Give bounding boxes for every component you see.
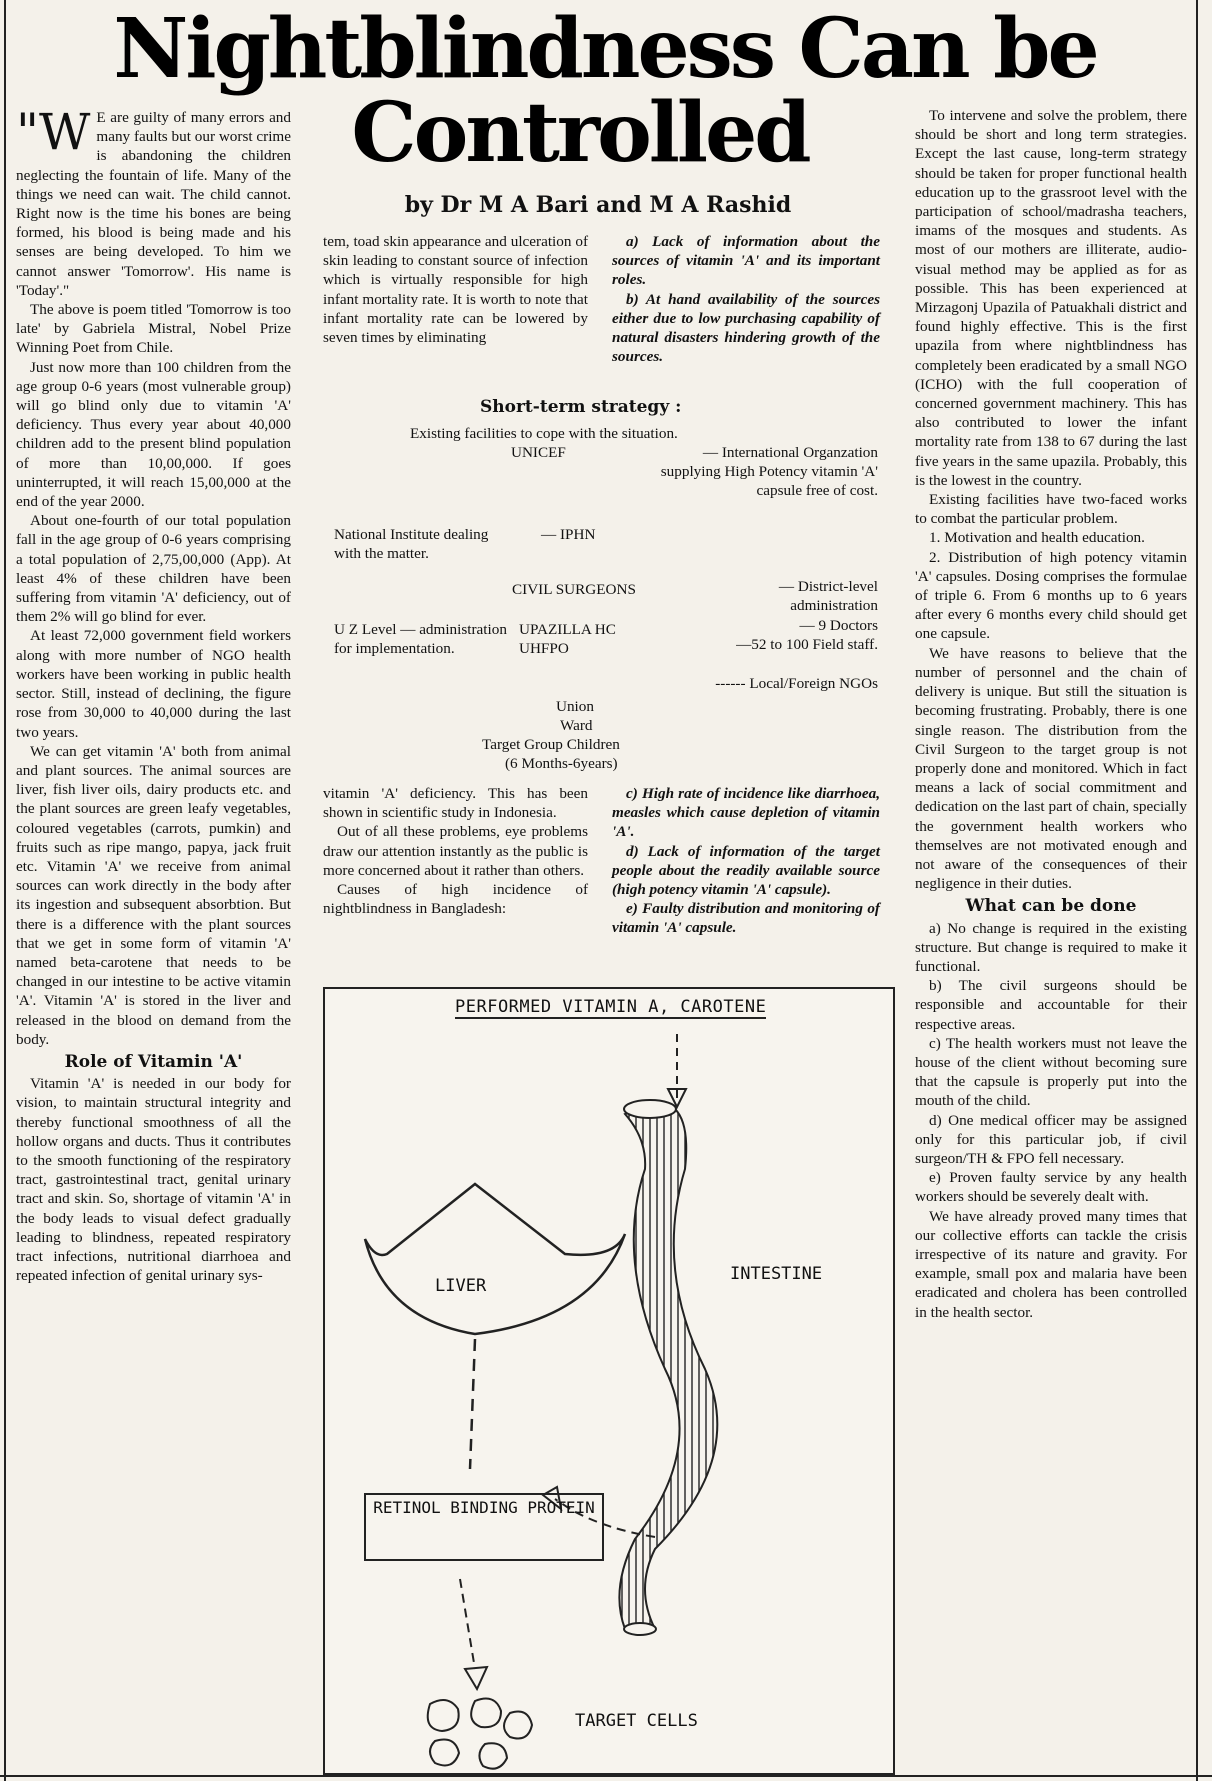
column-1-para-4: At least 72,000 government field workers along with more number of NGO health workers have been working in public health sector. Still, instead of declining, the figure rose from 30,000 to 40,000 during the last two years.	[16, 627, 291, 741]
column-1-para-6: Vitamin 'A' is needed in our body for vision, to maintain structural integrity and thereby functional smoothness of all the hollow organs and ducts. Thus it contributes to the smooth functioning of the respiratory tract, gastrointestinal tract, genital urinary tract and skin. So, shortage of vitamin 'A' in the body leads to visual defect gradually leading to blindness, repeated respiratory tract infections, nutritional diarrhoea and repeated infection of genital urinary sys-	[16, 1075, 291, 1285]
column-2-middle	[323, 784, 588, 918]
strategy-iphn: — IPHN	[541, 526, 596, 543]
column-1-para-1: The above is poem titled 'Tomorrow is too late' by Gabriela Mistral, Nobel Prize Winning Poet from Chile.	[16, 301, 291, 357]
strategy-international: — International Organzation supplying High Potency vitamin 'A' capsule free of cost.	[660, 444, 878, 499]
strategy-subtitle: Existing facilities to cope with the situation.	[410, 425, 678, 442]
column-3-middle	[612, 784, 880, 938]
left-border	[4, 0, 6, 1781]
recommendation-c: c) The health workers must not leave the house of the client without becoming sure that the capsule is properly put into the mouth of the child.	[915, 1034, 1187, 1110]
column-1-para-3: About one-fourth of our total population fall in the age group of 0-6 years comprising a total population of 2,75,00,000 (App). At least 4% of these children have been suffering from vitamin 'A' deficiency, out of them 2% will go blind for ever.	[16, 512, 291, 626]
recommendation-e: e) Proven faulty service by any health workers should be severely dealt with.	[915, 1169, 1187, 1206]
strategy-target-group: Target Group Children	[482, 736, 620, 753]
column-2-top-text: tem, toad skin appearance and ulceration of skin leading to constant source of infection which is virtually responsible for high infant mortality rate. It is worth to note that infant mortality rate can be lowered by seven times by eliminating	[323, 233, 588, 347]
intestine-label: INTESTINE	[730, 1264, 823, 1284]
cause-a: a) Lack of information about the sources of vitamin 'A' and its important roles.	[612, 233, 880, 289]
recommendation-d: d) One medical officer may be assigned only for this particular job, if civil surgeon/TH & FPO fell necessary.	[915, 1111, 1187, 1167]
strategy-upazilla: UPAZILLA HC UHFPO	[519, 621, 616, 657]
dropcap: "W	[16, 103, 91, 161]
strategy-age-range: (6 Months-6years)	[505, 755, 618, 772]
recommendation-b: b) The civil surgeons should be responsible and accountable for their respective areas.	[915, 977, 1187, 1033]
role-of-vitamin-a-heading: Role of Vitamin 'A'	[64, 1051, 243, 1072]
strategy-district: — District-level administration	[778, 578, 878, 614]
rbp-to-cells-arrow	[460, 1579, 475, 1669]
diagram-title: PERFORMED VITAMIN A, CAROTENE	[455, 997, 767, 1017]
intestine-shape	[619, 1105, 717, 1629]
liver-shape	[365, 1184, 625, 1334]
cause-d: d) Lack of information of the target people about the readily available source (high potency vitamin 'A' capsule).	[612, 842, 880, 899]
column-4-p4: 2. Distribution of high potency vitamin 'A' capsules. Dosing comprises the formulae of triple 6. From 6 months up to 6 years after every 6 months every child should get one capsule.	[915, 548, 1187, 643]
column-1	[16, 103, 291, 1285]
strategy-uz-level: U Z Level — administration for implementation.	[334, 621, 507, 657]
strategy-civil-surgeons: CIVIL SURGEONS	[512, 581, 636, 598]
column-4-p1: To intervene and solve the problem, there should be short and long term strategies. Except the last cause, long-term strategy should be taken for proper functional health education up to the grassroot level with the participation of school/madrasha teachers, imams of the mosques and students. As most of our mothers are illiterate, audio-visual method may be applied as for as possible. This has been experienced at Mirzagonj Upazila of Patuakhali district and found highly effective. This is the first upazila from where nightblindness has completely been eradicated by a small NGO (ICHO) with the full cooperation of concerned government machinery. This has also contributed to lower the infant mortality rate from 138 to 67 during the last five years in the same upazila. Probably, this is the lowest in the country.	[915, 107, 1187, 489]
column-4	[915, 106, 1187, 1322]
rbp-label: RETINOL BINDING PROTEIN	[373, 1498, 595, 1517]
cause-b: b) At hand availability of the sources either due to low purchasing capability of natural disasters hindering growth of the sources.	[612, 290, 880, 366]
strategy-doctors: — 9 Doctors	[799, 617, 878, 634]
strategy-ward: Ward	[560, 717, 593, 734]
strategy-national-institute: National Institute dealing with the matter.	[334, 526, 489, 562]
headline-line-1: Nightblindness Can be	[113, 1, 1097, 97]
column-4-p6: We have already proved many times that our collective efforts can tackle the crisis irrespective of its nature and gravity. For example, small pox and malaria have been eradicated and cholera has been controlled in the health sector.	[915, 1207, 1187, 1321]
column-2-mid-p3: Causes of high incidence of nightblindness in Bangladesh:	[323, 881, 588, 918]
column-1-para-5: We can get vitamin 'A' both from animal and plant sources. The animal sources are liver, fish liver oils, dairy products etc. and the plant sources are green leafy vegetables, coloured vegetables (carrots, pumkin) and fruits such as ripe mango, papya, jack fruit etc. Vitamin 'A' we receive from animal sources can work directly in the body after its ingestion and subsequent absorbtion. But there is a difference with the plant sources that we get in some form of vitamin 'A' named beta-carotene that needs to be changed in our intestine to be active vitamin 'A'. Vitamin 'A' is stored in the liver and released in the blood on demand from the body.	[16, 742, 291, 1048]
column-1-para-0: "W E are guilty of many errors and many faults but our worst crime is abandoning the children neglecting the fountain of life. Many of the things we need can wait. The child cannot. Right now is the time his bones are being formed, his blood is being made and his senses are being developed. To him we cannot answer 'Tomorrow'. His name is 'Today'."	[16, 103, 291, 299]
liver-to-rbp-arrow	[470, 1339, 475, 1469]
column-1-para-2: Just now more than 100 children from the age group 0-6 years (most vulnerable group) will go blind only due to vitamin 'A' deficiency. Thus every year about 40,000 children add to the present blind population of more than 10,00,000. If goes uninterrupted, it will reach 15,00,000 at the end of the year 2000.	[16, 358, 291, 511]
target-cells-shapes	[428, 1699, 532, 1769]
vitamin-a-diagram	[323, 987, 895, 1775]
recommendation-a: a) No change is required in the existing structure. But change is required to make it functional.	[915, 919, 1187, 975]
cause-c: c) High rate of incidence like diarrhoea, measles which cause depletion of vitamin 'A'.	[612, 785, 880, 841]
column-2-top	[323, 232, 588, 347]
strategy-heading: Short-term strategy :	[480, 397, 682, 417]
byline: by Dr M A Bari and M A Rashid	[404, 192, 792, 218]
column-3-top	[612, 232, 880, 366]
column-2-mid-p2: Out of all these problems, eye problems draw our attention instantly as the public is more concerned about it rather than others.	[323, 823, 588, 879]
headline-line-2: Controlled	[351, 85, 809, 181]
diagram-drawing	[325, 989, 893, 1773]
what-can-be-done-heading: What can be done	[965, 896, 1137, 917]
column-4-p5: We have reasons to believe that the number of personnel and the chain of delivery is unique. But still the situation is becoming frustrating. Probably, there is one single reason. The distribution from the Civil Surgeon to the target group is not properly done and monitored. Which in fact means a lack of social commitment and dedication on the last part of chain, specially the government health workers who themselves are not motivated enough and not aware of the consequences of their negligence in their duties.	[915, 644, 1187, 893]
strategy-union: Union	[556, 698, 594, 715]
column-4-p2: Existing facilities have two-faced works to combat the particular problem.	[915, 491, 1187, 528]
column-4-p3: 1. Motivation and health education.	[929, 529, 1145, 547]
liver-label: LIVER	[435, 1276, 487, 1296]
target-cells-label: TARGET CELLS	[575, 1711, 698, 1731]
column-2-mid-p1: vitamin 'A' deficiency. This has been shown in scientific study in Indonesia.	[323, 785, 588, 822]
cause-e: e) Faulty distribution and monitoring of vitamin 'A' capsule.	[612, 900, 880, 937]
bottom-rule	[0, 1775, 1212, 1777]
strategy-unicef: UNICEF	[511, 444, 566, 461]
strategy-ngos: ------ Local/Foreign NGOs	[715, 675, 878, 692]
strategy-field-staff: —52 to 100 Field staff.	[736, 636, 878, 653]
right-border	[1196, 0, 1198, 1781]
